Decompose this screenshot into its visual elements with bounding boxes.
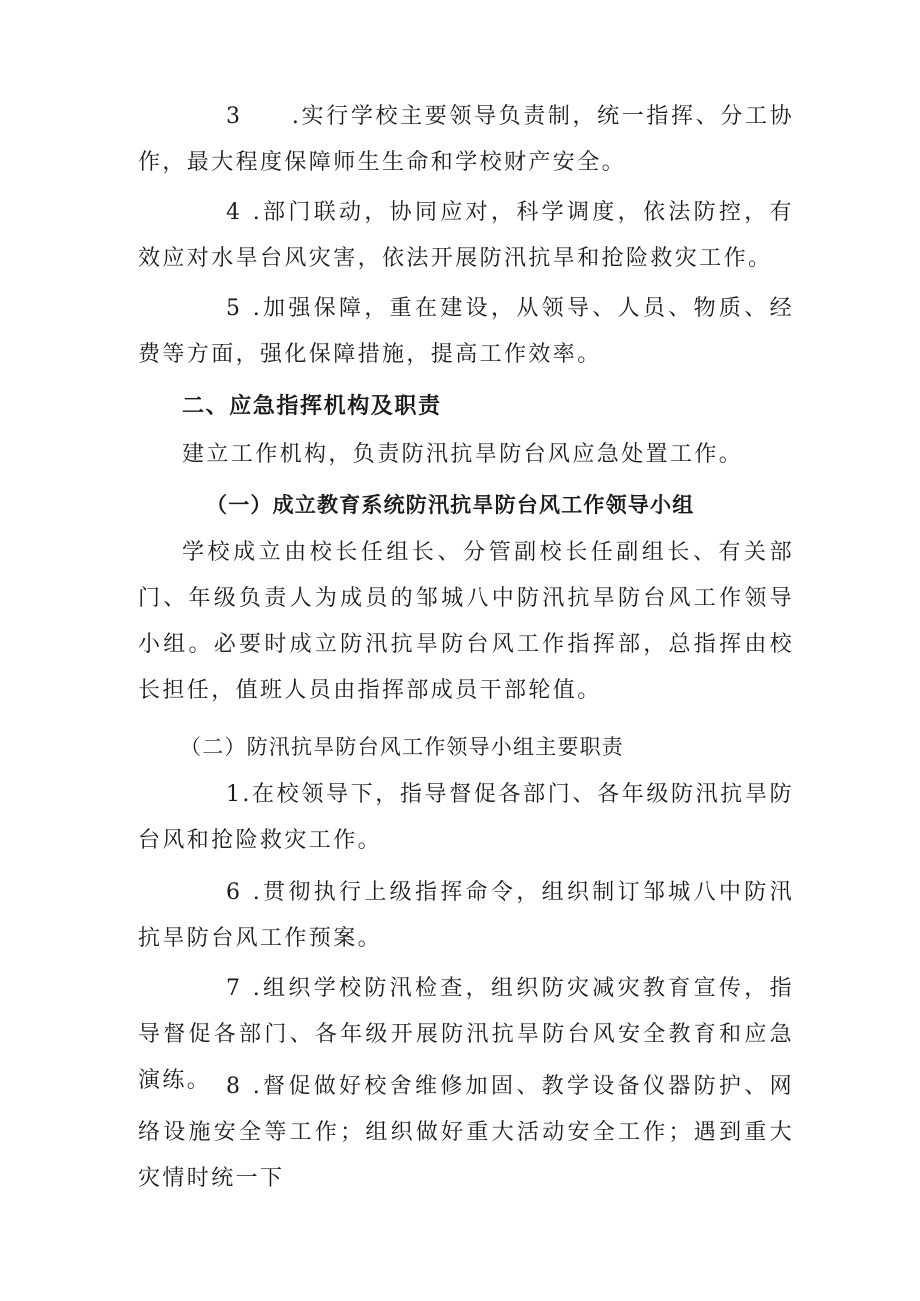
list-item-4 bbox=[138, 190, 794, 282]
item-text: 组织学校防汛检查，组织防灾减灾教育宣传，指导督促各部门、各年级开展防汛抗旱防台风安全教育和应急演练。 bbox=[138, 976, 794, 1093]
item-number: 8 bbox=[226, 1074, 243, 1099]
list-item-5 bbox=[138, 286, 794, 378]
section-intro: 建立工作机构，负责防汛抗旱防台风应急处置工作。 bbox=[182, 442, 744, 467]
item-separator: . bbox=[242, 1074, 263, 1099]
item-text: 实行学校主要领导负责制，统一指挥、分工协作，最大程度保障师生生命和学校财产安全。 bbox=[138, 104, 794, 175]
duty-item-1 bbox=[138, 772, 794, 864]
item-text: 加强保障，重在建设，从领导、人员、物质、经费等方面，强化保障措施，提高工作效率。 bbox=[138, 296, 794, 367]
item-separator: . bbox=[242, 976, 263, 1001]
item-separator: . bbox=[242, 296, 263, 321]
item-text: 贯彻执行上级指挥命令，组织制订邹城八中防汛抗旱防台风工作预案。 bbox=[138, 880, 794, 951]
item-number: 7 bbox=[226, 976, 243, 1001]
item-text: 督促做好校舍维修加固、教学设备仪器防护、网络设施安全等工作；组织做好重大活动安全工作；遇到重大灾情时统一下 bbox=[138, 1074, 794, 1191]
duty-item-8 bbox=[138, 1064, 794, 1202]
list-item-3 bbox=[138, 94, 794, 186]
item-number: 1. bbox=[226, 782, 252, 807]
duty-item-6 bbox=[138, 870, 794, 962]
item-separator: . bbox=[242, 104, 302, 129]
item-text: 部门联动，协同应对，科学调度，依法防控，有效应对水旱台风灾害，依法开展防汛抗旱和抢险救灾工作。 bbox=[138, 200, 794, 271]
subsection-body-1: 学校成立由校长任组长、分管副校长任副组长、有关部门、年级负责人为成员的邹城八中防汛抗旱防台风工作领导小组。必要时成立防汛抗旱防台风工作指挥部，总指挥由校长担任，值班人员由指挥部成员干部轮值。 bbox=[138, 540, 794, 703]
item-number: 3 bbox=[226, 104, 243, 129]
subsection-heading-1: （一）成立教育系统防汛抗旱防台风工作领导小组 bbox=[206, 493, 695, 517]
item-number: 5 bbox=[226, 296, 243, 321]
item-number: 6 bbox=[226, 880, 243, 905]
section-heading: 二、应急指挥机构及职责 bbox=[182, 394, 442, 419]
item-number: 4 bbox=[226, 200, 243, 225]
subsection-heading-2: （二）防汛抗旱防台风工作领导小组主要职责 bbox=[180, 735, 624, 759]
item-text: 在校领导下，指导督促各部门、各年级防汛抗旱防台风和抢险救灾工作。 bbox=[138, 782, 794, 853]
item-separator: . bbox=[242, 880, 263, 905]
item-separator: . bbox=[242, 200, 263, 225]
